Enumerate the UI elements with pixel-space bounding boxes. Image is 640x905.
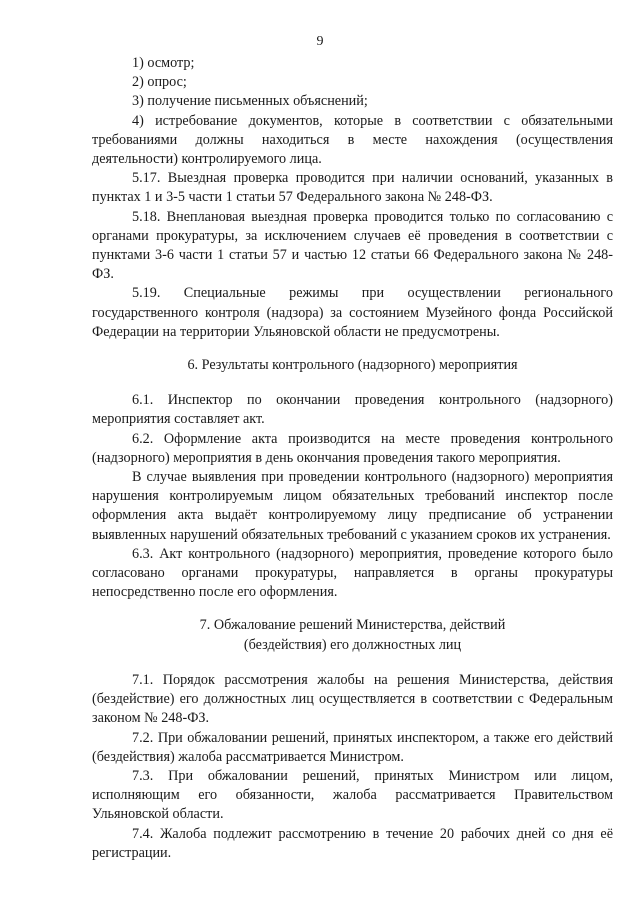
paragraph-6-1: 6.1. Инспектор по окончании проведения контрольного (надзорного) мероприятия составляет акт.: [92, 392, 613, 428]
section-6-heading: 6. Результаты контрольного (надзорного) мероприятия: [187, 357, 518, 374]
paragraph-6-2: 6.2. Оформление акта производится на месте проведения контрольного (надзорного) мероприятия в день окончания проведения такого мероприятия.: [92, 430, 613, 466]
paragraph-5-19: 5.19. Специальные режимы при осуществлении регионального государственного контроля (надзора) за состоянием Музейного фонда Российской Федерации на территории Ульяновской области не предусмотрены.: [92, 285, 613, 340]
list-item: 3) получение письменных объяснений;: [132, 93, 368, 110]
document-body: [92, 54, 613, 863]
paragraph-5-17: 5.17. Выездная проверка проводится при наличии оснований, указанных в пунктах 1 и 3-5 части 1 статьи 57 Федерального закона № 248-ФЗ.: [92, 170, 613, 206]
paragraph-7-1: 7.1. Порядок рассмотрения жалобы на решения Министерства, действия (бездействие) его должностных лиц осуществляется в соответствии с Федеральным законом № 248-ФЗ.: [92, 671, 613, 727]
paragraph-6-3: 6.3. Акт контрольного (надзорного) мероприятия, проведение которого было согласовано органами прокуратуры, направляется в органы прокуратуры непосредственно после его оформления.: [92, 545, 613, 601]
page-number: 9: [316, 34, 324, 49]
paragraph-7-2: 7.2. При обжаловании решений, принятых инспектором, а также его действий (бездействия) жалоба рассматривается Министром.: [92, 729, 613, 765]
paragraph-5-18: 5.18. Внеплановая выездная проверка проводится только по согласованию с органами прокуратуры, за исключением случаев её проведения в соответствии с пунктами 3-6 части 1 статьи 57 и частью 12 статьи 66 Федерального закона № 248-ФЗ.: [92, 208, 613, 283]
paragraph-7-3: 7.3. При обжаловании решений, принятых Министром или лицом, исполняющим его обязанности, жалоба рассматривается Правительством Ульяновской области.: [92, 767, 613, 823]
section-7-heading-line1: 7. Обжалование решений Министерства, действий: [199, 617, 506, 634]
paragraph-6-2-continued: В случае выявления при проведении контрольного (надзорного) мероприятия нарушения контролируемым лицом обязательных требований инспектор после оформления акта выдаёт контролируемому лицу предписание об устранении выявленных нарушений обязательных требований с указанием сроков их устранения.: [92, 469, 613, 543]
paragraph-7-4: 7.4. Жалоба подлежит рассмотрению в течение 20 рабочих дней со дня её регистрации.: [92, 825, 613, 861]
section-7-heading-line2: (бездействия) его должностных лиц: [243, 636, 462, 653]
list-item: 1) осмотр;: [132, 55, 195, 71]
list-item: 4) истребование документов, которые в соответствии с обязательными требованиями должны находиться в месте нахождения (осуществления деятельности) контролируемого лица.: [92, 112, 613, 168]
list-item: 2) опрос;: [132, 74, 187, 91]
